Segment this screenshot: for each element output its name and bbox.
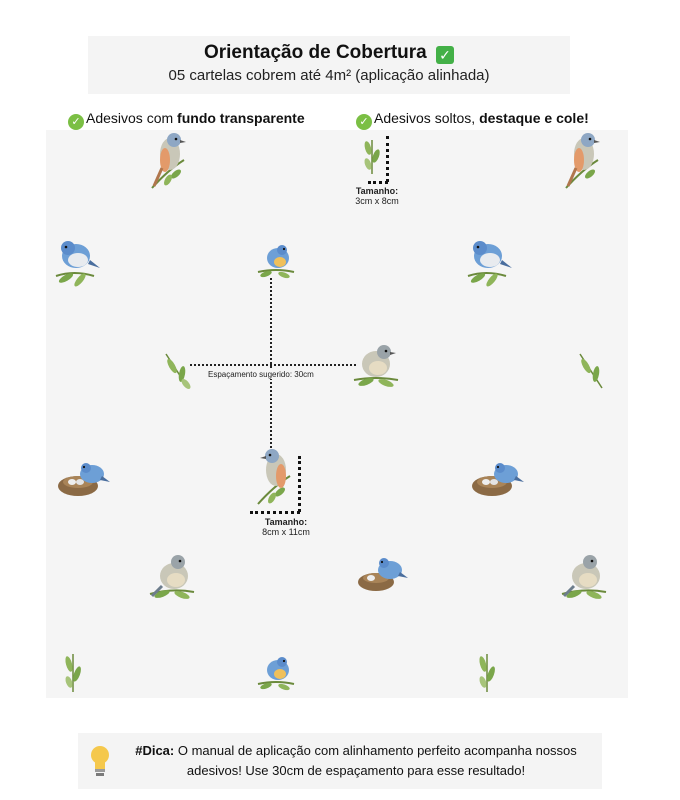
bird-nest-sticker [56,460,112,500]
bird-perched-sticker [254,446,294,510]
large-size-vertical-guide [298,456,301,512]
small-size-label [342,186,412,206]
grey-bird-sticker [560,550,608,602]
feature-bold-text: destaque e cole! [479,110,589,126]
page-title [88,42,570,64]
feature-transparent [68,110,305,130]
tip-box [78,733,602,789]
large-size-horizontal-guide [250,511,300,514]
blue-bird-sticker [256,240,296,280]
blue-bird-sticker [54,234,102,288]
lightbulb-icon [90,745,110,779]
tip-label: #Dica: [135,743,175,758]
leaf-sprig-sticker [362,136,382,176]
feature-loose [356,110,589,130]
blue-bird-sticker [256,652,296,692]
feature-text: Adesivos com [86,110,178,126]
header-box [88,36,570,94]
leaf-sprig-sticker [476,650,498,694]
bird-nest-sticker [356,554,408,594]
title-text: Orientação de Cobertura [203,42,427,63]
small-size-title: Tamanho: [355,186,399,196]
small-size-vertical-guide [386,136,389,182]
wall-preview [46,130,628,698]
check-mark-icon: ✓ [436,46,454,64]
large-size-label [246,517,326,537]
check-circle-icon: ✓ [356,114,372,130]
spacing-label: Espaçamento sugerido: 30cm [208,370,314,379]
small-size-value: 3cm x 8cm [355,196,399,206]
tip-text [118,741,594,781]
bird-perched-sticker [148,130,188,194]
leaf-sprig-sticker [576,350,606,390]
spacing-horizontal-guide [190,364,356,366]
grey-bird-sticker [148,550,196,602]
grey-bird-sticker [352,340,402,390]
feature-bold-text: fundo transparente [177,110,305,126]
large-size-title: Tamanho: [264,517,308,527]
feature-text: Adesivos soltos, [374,110,480,126]
tip-body: O manual de aplicação com alinhamento perfeito acompanha nossos adesivos! Use 30cm de espaçamento para esse resultado! [177,743,577,778]
leaf-sprig-sticker [62,650,84,694]
page-subtitle: 05 cartelas cobrem até 4m² (aplicação alinhada) [168,67,490,84]
large-size-value: 8cm x 11cm [262,527,310,537]
blue-bird-sticker [466,234,514,288]
check-circle-icon: ✓ [68,114,84,130]
bird-nest-sticker [470,460,526,500]
leaf-sprig-sticker [162,350,192,390]
bird-perched-sticker [562,130,602,194]
small-size-horizontal-guide [368,181,388,184]
